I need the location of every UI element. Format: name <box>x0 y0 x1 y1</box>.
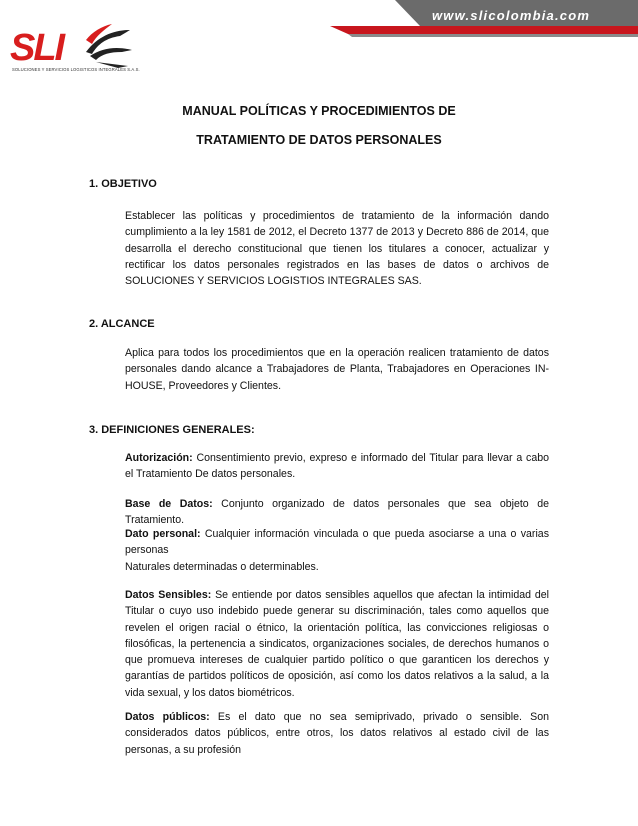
definition-text-continued: Naturales determinadas o determinables. <box>125 560 319 573</box>
section-heading-definiciones: 3. DEFINICIONES GENERALES: <box>89 424 255 436</box>
section-heading-objetivo: 1. OBJETIVO <box>89 178 157 190</box>
definition-base-de-datos <box>125 496 549 529</box>
definition-term: Datos Sensibles: <box>125 589 212 601</box>
logo-tagline: SOLUCIONES Y SERVICIOS LOGISTICOS INTEGRALES S.A.S. <box>12 67 140 72</box>
definition-datos-sensibles <box>125 587 549 701</box>
svg-text:SLI: SLI <box>10 27 64 69</box>
definition-text: Se entiende por datos sensibles aquellos que afectan la intimidad del Titular o cuyo uso indebido puede generar su discriminación, tales como aquellos que revelen el origen racial o étnico, la orientación política, las convicciones religiosas o filosóficas, la pertenencia a sindicatos, organizaciones sociales, de derechos humanos o que promueva intereses de cualquier partido político o que garanticen los derechos y garantías de partidos políticos de oposición, así como los datos relativos a la salud, a la vida sexual, y los datos biométricos. <box>125 589 549 699</box>
definition-text: Cualquier información vinculada o que pueda asociarse a una o varias personas <box>125 528 549 557</box>
definition-term: Dato personal: <box>125 528 201 540</box>
definition-term: Base de Datos: <box>125 498 213 510</box>
document-title-line-1: MANUAL POLÍTICAS Y PROCEDIMIENTOS DE <box>182 104 456 118</box>
definition-term: Autorización: <box>125 452 193 464</box>
definition-term: Datos públicos: <box>125 711 210 723</box>
definition-dato-personal <box>125 526 549 575</box>
document-title-line-2: TRATAMIENTO DE DATOS PERSONALES <box>196 133 442 147</box>
definition-text: Es el dato que no sea semiprivado, privado o sensible. Son considerados datos públicos, entre otros, los datos relativos al estado civil de las personas, a su profesión <box>125 711 549 756</box>
definition-text: Conjunto organizado de datos personales que sea objeto de Tratamiento. <box>125 498 549 527</box>
definition-text: Consentimiento previo, expreso e informado del Titular para llevar a cabo el Tratamiento De datos personales. <box>125 452 549 481</box>
definition-datos-publicos <box>125 709 549 758</box>
objetivo-text: Establecer las políticas y procedimientos de tratamiento de la información dando cumplimiento a la ley 1581 de 2012, el Decreto 1377 de 2013 y Decreto 886 de 2014, que desarrolla el derecho constitucional que tienen los titulares a conocer, actualizar y rectificar los datos personales registrados en las bases de datos o archivos de SOLUCIONES Y SERVICIOS LOGISTIOS INTEGRALES SAS. <box>125 210 549 288</box>
alcance-text: Aplica para todos los procedimientos que en la operación realicen tratamiento de datos personales dando alcance a Trabajadores de Planta, Trabajadores en Operaciones IN-HOUSE, Proveedores y Clientes. <box>125 347 549 392</box>
website-url[interactable]: www.slicolombia.com <box>432 8 591 23</box>
definition-autorizacion <box>125 450 549 483</box>
section-heading-alcance: 2. ALCANCE <box>89 318 155 330</box>
